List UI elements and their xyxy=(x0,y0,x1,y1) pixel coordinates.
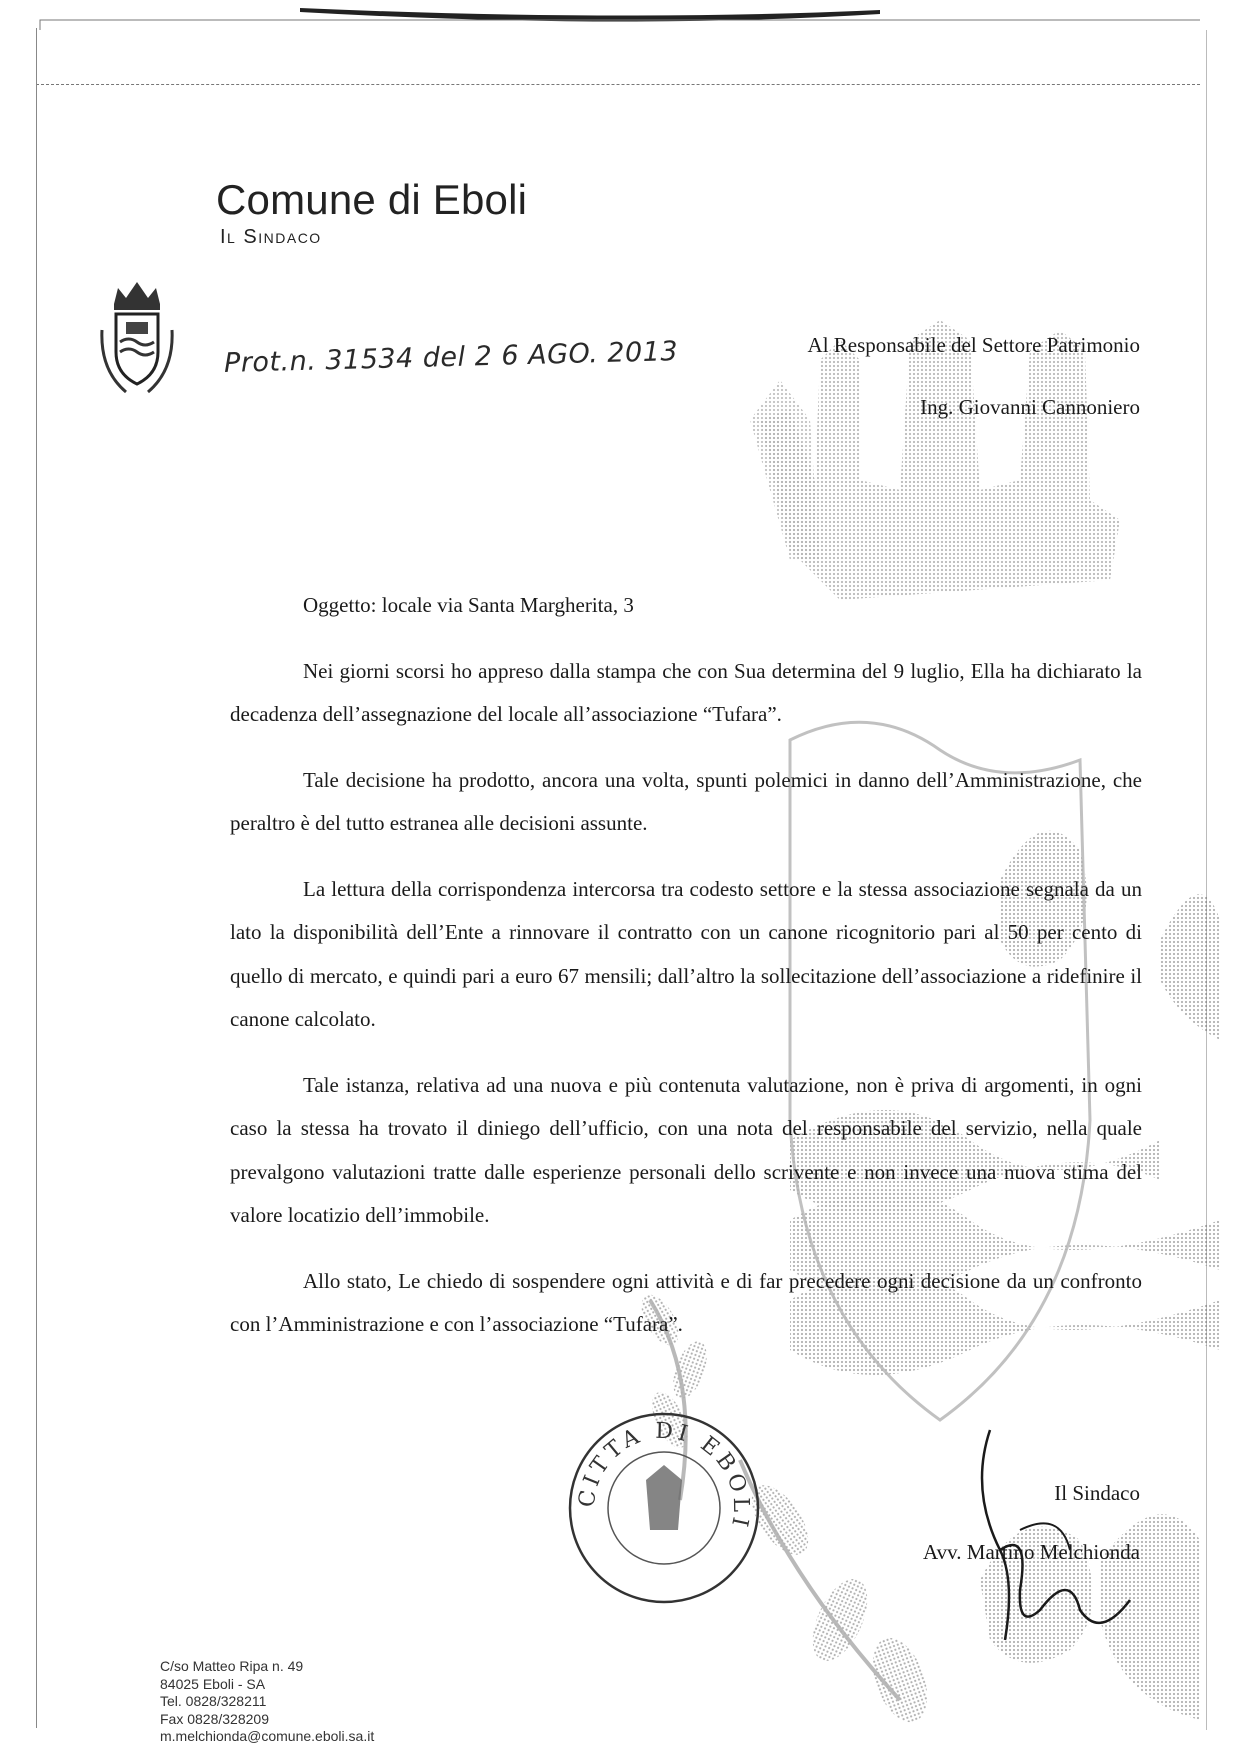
top-rule xyxy=(36,84,1200,85)
signatory-title: Il Sindaco xyxy=(1054,1481,1140,1505)
seal-text: CITTA DI EBOLI xyxy=(574,1418,754,1533)
letter-body xyxy=(230,584,1142,1369)
footer-address-line: C/so Matteo Ripa n. 49 xyxy=(160,1658,304,1674)
body-paragraph: Tale istanza, relativa ad una nuova e più contenuta valutazione, non è priva di argomenti, in ogni caso la stessa ha trovato il diniego dell’ufficio, con una nota del responsabile del servizio, nella quale prevalgono valutazioni tratte dalle esperienze personali dello scrivente e non invece una nuova stima del valore locatizio dell’immobile. xyxy=(230,1072,1142,1227)
signatory-name: Avv. Martino Melchionda xyxy=(923,1540,1140,1564)
page-left-edge xyxy=(36,28,37,1728)
crest-icon xyxy=(96,280,178,400)
footer-fax: Fax 0828/328209 xyxy=(160,1710,269,1727)
body-paragraph: Nei giorni scorsi ho appreso dalla stampa che con Sua determina del 9 luglio, Ella ha dichiarato la decadenza dell’assegnazione del locale all’associazione “Tufara”. xyxy=(230,658,1142,726)
footer-contact xyxy=(160,1658,374,1746)
recipient-name: Ing. Giovanni Cannoniero xyxy=(920,395,1140,419)
subject-line: Oggetto: locale via Santa Margherita, 3 xyxy=(303,593,634,617)
organization-name: Comune di Eboli xyxy=(216,176,528,223)
official-seal xyxy=(566,1410,762,1606)
body-paragraph: La lettura della corrispondenza intercorsa tra codesto settore e la stessa associazione segnala da un lato la disponibilità dell’Ente a rinnovare il contratto con un canone ricognitorio pari al 50 per cento di quello di mercato, e quindi pari a euro 67 mensili; dall’altro la sollecitazione dell’associazione a ridefinire il canone calcolato. xyxy=(230,876,1142,1031)
body-paragraph: Tale decisione ha prodotto, ancora una volta, spunti polemici in danno dell’Amministrazione, che peraltro è del tutto estranea alle decisioni assunte. xyxy=(230,767,1142,835)
handwritten-signature xyxy=(960,1410,1180,1670)
body-paragraph: Allo stato, Le chiedo di sospendere ogni attività e di far precedere ogni decisione da un confronto con l’Amministrazione e con l’associazione “Tufara”. xyxy=(230,1268,1142,1336)
recipient-title: Al Responsabile del Settore Patrimonio xyxy=(807,333,1140,357)
footer-city-line: 84025 Eboli - SA xyxy=(160,1675,266,1692)
scan-edge-shadow xyxy=(0,0,1240,32)
footer-phone: Tel. 0828/328211 xyxy=(160,1693,267,1709)
footer-email: m.melchionda@comune.eboli.sa.it xyxy=(160,1728,375,1744)
organization-subtitle: Il Sindaco xyxy=(220,226,322,248)
protocol-stamp: Prot.n. 31534 del 2 6 AGO. 2013 xyxy=(223,336,679,379)
